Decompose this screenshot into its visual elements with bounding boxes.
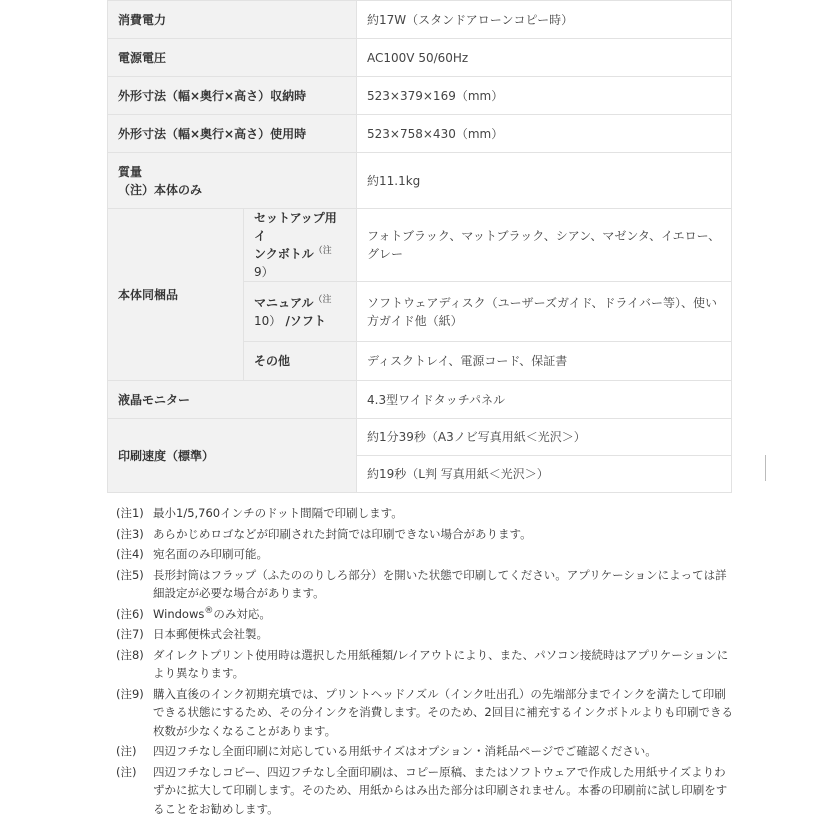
note-tag: (注6) (116, 606, 144, 621)
note-tag: (注3) (116, 526, 144, 541)
list-item (116, 605, 736, 624)
note-tag: (注) (116, 764, 137, 779)
note-text: 購入直後のインク初期充填では、プリントヘッドノズル（インク吐出孔）の先端部分までインクを満たして印刷できる状態にするため、その分インクを消費します。そのため、2回目に補充するインクボトルよりも印刷できる枚数が少なくなることがあります。 (153, 686, 734, 738)
note-tag: (注5) (116, 567, 144, 582)
row-label: 印刷速度（標準） (108, 419, 357, 493)
sub-label-manual (244, 282, 357, 342)
note-tag: (注1) (116, 506, 144, 520)
row-value: 523×379×169（mm） (357, 77, 732, 115)
list-item (116, 525, 736, 544)
spec-table (107, 0, 732, 493)
row-value: 523×758×430（mm） (357, 115, 732, 153)
note-tag: (注4) (116, 547, 144, 561)
row-label: 外形寸法（幅×奥行×高さ）収納時 (108, 77, 357, 115)
row-value: 約19秒（L判 写真用紙＜光沢＞） (357, 456, 732, 493)
note-text (153, 605, 736, 624)
note-tag: (注8) (116, 647, 144, 662)
row-value: 約11.1kg (357, 153, 732, 209)
ink-label-b: ンクボトル (254, 247, 314, 261)
row-value: 約1分39秒（A3ノビ写真用紙＜光沢＞） (357, 419, 732, 456)
ink-label-a: セットアップ用イ (254, 211, 337, 243)
note-text: 長形封筒はフラップ（ふたののりしろ部分）を開いた状態で印刷してください。アプリケーションによっては詳細設定が必要な場合があります。 (153, 567, 727, 600)
row-value: フォトブラック、マットブラック、シアン、マゼンタ、イエロー、グレー (357, 209, 732, 282)
row-value: ソフトウェアディスク（ユーザーズガイド、ドライバー等）、使い方ガイド他（紙） (357, 282, 732, 342)
note-text: 最小1/5,760インチのドット間隔で印刷します。 (153, 506, 403, 520)
table-row (108, 153, 732, 209)
note-text: 四辺フチなしコピー、四辺フチなし全面印刷は、コピー原稿、またはソフトウェアで作成した用紙サイズよりわずかに拡大して印刷します。そのため、用紙からはみ出た部分は印刷されません。本番の印刷前に試し印刷をすることをお勧めします。 (153, 764, 728, 816)
sub-label-other: その他 (244, 342, 357, 381)
note-text: 日本郵便株式会社製。 (153, 627, 268, 641)
row-label: 消費電力 (108, 1, 357, 39)
list-item (116, 504, 736, 523)
table-row (108, 115, 732, 153)
row-value: 約17W（スタンドアローンコピー時） (357, 1, 732, 39)
row-label: 液晶モニター (108, 381, 357, 419)
row-value: 4.3型ワイドタッチパネル (357, 381, 732, 419)
note-text: 宛名面のみ印刷可能。 (153, 547, 268, 561)
list-item (116, 742, 736, 761)
weight-note: （注）本体のみ (118, 182, 203, 197)
list-item (116, 685, 736, 741)
scroll-indicator (765, 455, 766, 481)
table-row (108, 1, 732, 39)
note-tag: (注9) (116, 686, 144, 701)
list-item (116, 625, 736, 644)
table-row (108, 39, 732, 77)
table-row (108, 209, 732, 282)
manual-label-a: マニュアル (254, 295, 314, 310)
ink-note: （注 (313, 246, 332, 256)
list-item (116, 763, 736, 819)
windows-text: Windows (153, 606, 205, 621)
sub-label-ink (244, 209, 357, 282)
manual-note: （注 (313, 294, 332, 305)
list-item (116, 566, 736, 603)
note-tag: (注) (116, 744, 137, 758)
note-text: 四辺フチなし全面印刷に対応している用紙サイズはオプション・消耗品ページでご確認ください。 (153, 744, 657, 758)
table-row (108, 381, 732, 419)
footnotes (116, 504, 736, 820)
weight-label: 質量 (118, 164, 143, 179)
row-label (108, 153, 357, 209)
list-item (116, 545, 736, 564)
note-text-rest: のみ対応。 (213, 606, 271, 621)
note-tag: (注7) (116, 627, 144, 641)
table-row (108, 77, 732, 115)
row-value: AC100V 50/60Hz (357, 39, 732, 77)
note-text: ダイレクトプリント使用時は選択した用紙種類/レイアウトにより、また、パソコン接続時はアプリケーションにより異なります。 (153, 647, 729, 680)
row-label: 電源電圧 (108, 39, 357, 77)
ink-note-2: 9） (254, 265, 274, 279)
registered-mark: ® (204, 605, 214, 616)
manual-label-c: /ソフト (285, 313, 326, 328)
note-text: あらかじめロゴなどが印刷された封筒では印刷できない場合があります。 (153, 526, 532, 541)
manual-note-2: 10） (254, 313, 282, 328)
row-value: ディスクトレイ、電源コード、保証書 (357, 342, 732, 381)
bundle-label: 本体同梱品 (108, 209, 244, 381)
row-label: 外形寸法（幅×奥行×高さ）使用時 (108, 115, 357, 153)
list-item (116, 646, 736, 683)
table-row (108, 419, 732, 456)
